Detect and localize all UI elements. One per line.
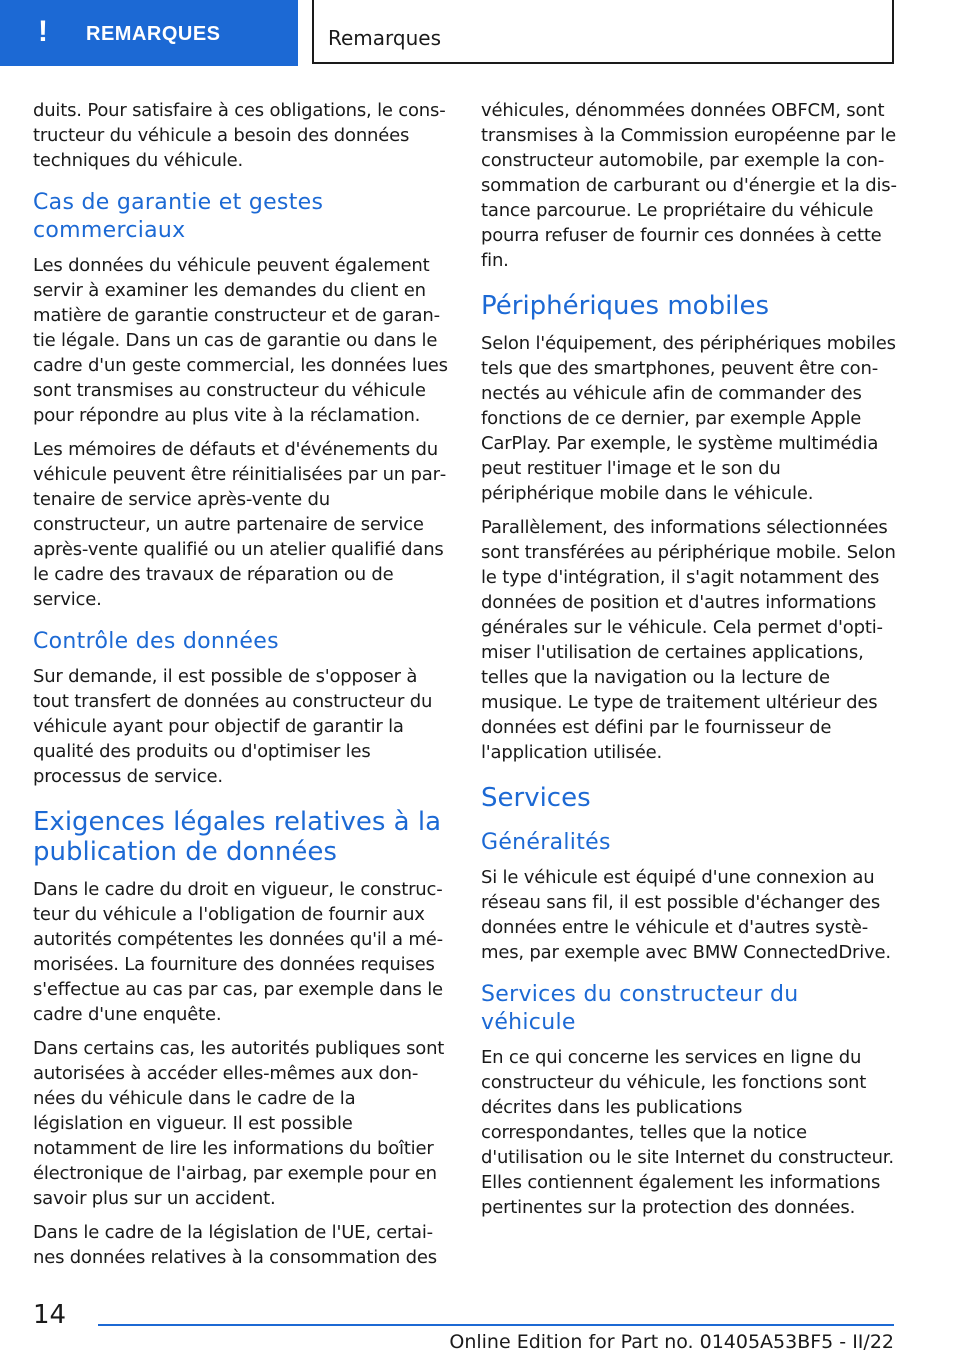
paragraph: Parallèlement, des informations sélectionnées sont transférées au périphérique mobile. Selon le type d'intégration, il s'agit notamment des données de position et d'autres informations générales sur le véhicule. Cela permet d'optimiser l'utilisation de certaines applications, telles que la navigation ou la lecture de musique. Le type de traitement ultérieur des données est défini par le fournisseur de l'application utilisée. [481, 517, 896, 763]
heading-controle: Contrôle des données [33, 629, 279, 654]
heading-services-constructeur: Services du constructeur du véhicule [481, 982, 799, 1035]
paragraph: En ce qui concerne les services en ligne du constructeur du véhicule, les fonctions sont décrites dans les publications correspondantes, telles que la notice d'utilisation ou le site Internet du constructeur. Elles contiennent également les informations pertinentes sur la protection des données. [481, 1047, 894, 1218]
paragraph: Les données du véhicule peuvent également servir à examiner les demandes du client en matière de garantie constructeur et de garantie légale. Dans un cas de garantie ou dans le cadre d'un geste commercial, les données lues sont transmises au constructeur du véhicule pour répondre au plus vite à la réclamation. [33, 255, 448, 426]
edition-text: Online Edition for Part no. 01405A53BF5 - II/22 [449, 1331, 894, 1353]
page-number: 14 [33, 1300, 67, 1330]
section-title: Remarques [328, 26, 442, 50]
footer-divider [98, 1324, 894, 1326]
chapter-label: REMARQUES [86, 23, 221, 45]
heading-exigences: Exigences légales relatives à la publication de données [33, 807, 442, 867]
paragraph: duits. Pour satisfaire à ces obligations, le constructeur du véhicule a besoin des données techniques du véhicule. [33, 100, 446, 171]
heading-services: Services [481, 783, 591, 813]
paragraph: Dans le cadre de la législation de l'UE, certaines données relatives à la consommation des [33, 1222, 437, 1268]
heading-peripheriques: Périphériques mobiles [481, 291, 770, 321]
right-column [481, 98, 897, 1229]
section-tab [312, 0, 894, 64]
paragraph: Si le véhicule est équipé d'une connexion au réseau sans fil, il est possible d'échanger des données entre le véhicule et d'autres systèmes, par exemple avec BMW ConnectedDrive. [481, 867, 891, 963]
paragraph: Selon l'équipement, des périphériques mobiles tels que des smartphones, peuvent être connectés au véhicule afin de commander des fonctions de ce dernier, par exemple Apple CarPlay. Par exemple, le système multimédia peut restituer l'image et le son du périphérique mobile dans le véhicule. [481, 333, 896, 504]
paragraph: Les mémoires de défauts et d'événements du véhicule peuvent être réinitialisées par un partenaire de service après-vente du constructeur, un autre partenaire de service après-vente qualifié ou un atelier qualifié dans le cadre des travaux de réparation ou de service. [33, 439, 447, 610]
chapter-tab [0, 0, 298, 66]
page-header [0, 0, 960, 66]
heading-generalites: Généralités [481, 830, 611, 855]
paragraph: véhicules, dénommées données OBFCM, sont transmises à la Commission européenne par le constructeur automobile, par exemple la consommation de carburant ou d'énergie et la distance parcourue. Le propriétaire du véhicule pourra refuser de fournir ces données à cette fin. [481, 100, 897, 271]
warning-icon: ! [38, 15, 48, 48]
paragraph: Sur demande, il est possible de s'opposer à tout transfert de données au constructeur du véhicule ayant pour objectif de garantir la qualité des produits ou d'optimiser les processus de service. [33, 666, 433, 787]
paragraph: Dans le cadre du droit en vigueur, le constructeur du véhicule a l'obligation de fournir aux autorités compétentes les données qu'il a mémorisées. La fourniture des données requises s'effectue au cas par cas, par exemple dans le cadre d'une enquête. [33, 879, 444, 1025]
left-column [33, 98, 449, 1279]
heading-garantie: Cas de garantie et gestes commerciaux [33, 190, 324, 243]
paragraph: Dans certains cas, les autorités publiques sont autorisées à accéder elles-mêmes aux données du véhicule dans le cadre de la législation en vigueur. Il est possible notamment de lire les informations du boîtier électronique de l'airbag, par exemple pour en savoir plus sur un accident. [33, 1038, 445, 1209]
